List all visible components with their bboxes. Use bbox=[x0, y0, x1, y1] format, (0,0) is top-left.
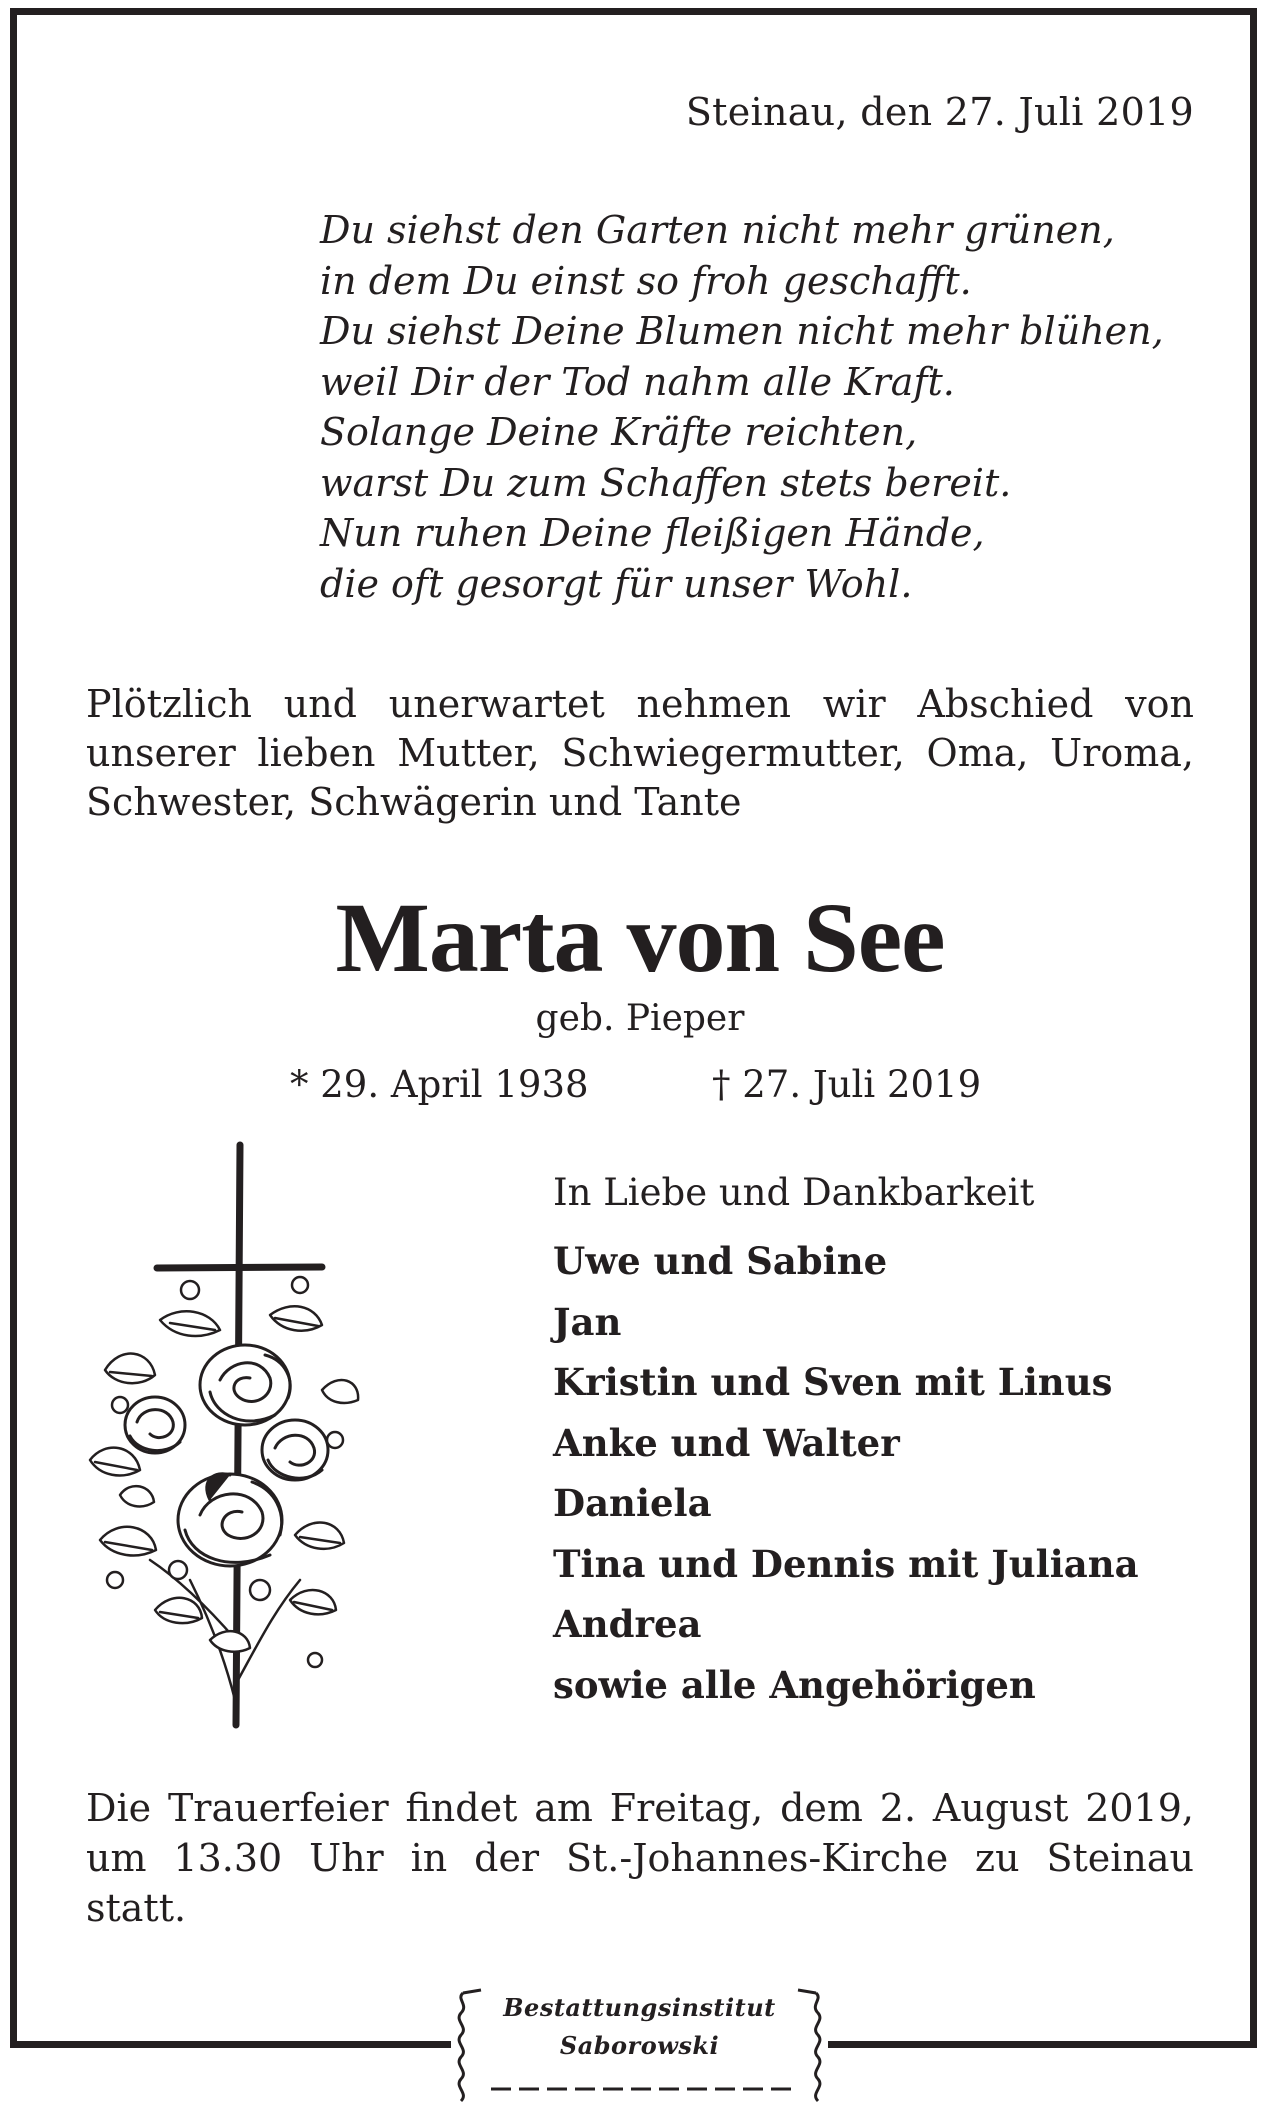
funeral-home-name-line1: Bestattungsinstitut bbox=[503, 1993, 776, 2022]
mourner-name: sowie alle Angehörigen bbox=[553, 1662, 1036, 1707]
poem-line: warst Du zum Schaffen stets bereit. bbox=[320, 460, 1012, 505]
funeral-home-name-line2: Saborowski bbox=[559, 2031, 720, 2060]
birth-date: * 29. April 1938 bbox=[290, 1063, 589, 1106]
poem-line: in dem Du einst so froh geschafft. bbox=[320, 258, 972, 303]
deceased-name: Marta von See bbox=[335, 882, 945, 993]
mourner-name: Daniela bbox=[553, 1481, 712, 1525]
service-info: Die Trauerfeier findet am Freitag, dem 2. August 2019, um 13.30 Uhr in der St.-Johannes-Kirche zu Steinau statt. bbox=[86, 1786, 1194, 1930]
poem-line: Nun ruhen Deine fleißigen Hände, bbox=[320, 511, 985, 555]
mourner-name: Kristin und Sven mit Linus bbox=[553, 1360, 1113, 1404]
poem-line: Du siehst Deine Blumen nicht mehr blühen, bbox=[320, 309, 1164, 353]
birth-name: geb. Pieper bbox=[535, 998, 745, 1039]
place-date: Steinau, den 27. Juli 2019 bbox=[685, 90, 1194, 134]
poem-line: Solange Deine Kräfte reichten, bbox=[320, 410, 918, 454]
closing-phrase: In Liebe und Dankbarkeit bbox=[553, 1171, 1035, 1214]
death-date: † 27. Juli 2019 bbox=[712, 1063, 982, 1106]
poem-line: weil Dir der Tod nahm alle Kraft. bbox=[320, 359, 955, 404]
poem-line: Du siehst den Garten nicht mehr grünen, bbox=[320, 208, 1115, 252]
funeral-home-logo bbox=[451, 1985, 828, 2105]
mourner-name: Jan bbox=[553, 1299, 622, 1344]
cross-with-roses-icon bbox=[60, 1140, 370, 1740]
mourner-name: Uwe und Sabine bbox=[553, 1239, 888, 1283]
mourner-name: Anke und Walter bbox=[553, 1420, 900, 1465]
poem bbox=[320, 205, 1220, 609]
intro-text: Plötzlich und unerwartet nehmen wir Abschied von unserer lieben Mutter, Schwiegermutter, Oma, Uroma, Schwester, Schwägerin und Tante bbox=[86, 682, 1194, 824]
mourner-name: Andrea bbox=[553, 1602, 702, 1646]
poem-line: die oft gesorgt für unser Wohl. bbox=[320, 561, 913, 606]
mourner-name: Tina und Dennis mit Juliana bbox=[553, 1541, 1139, 1586]
mourners-block bbox=[553, 1165, 1233, 1715]
